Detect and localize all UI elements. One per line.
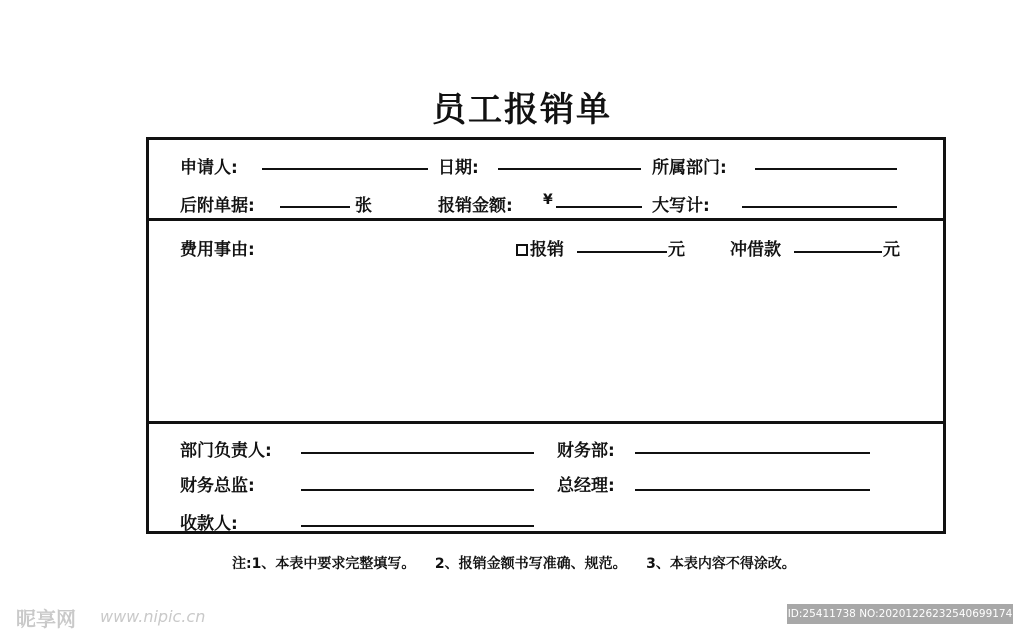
expense-reason-label: 费用事由: bbox=[180, 240, 255, 260]
uppercase-total-field[interactable] bbox=[742, 206, 897, 208]
dept-head-label: 部门负责人: bbox=[180, 441, 272, 461]
date-label: 日期: bbox=[438, 158, 479, 178]
department-label: 所属部门: bbox=[652, 158, 727, 178]
footer-note: 注:1、本表中要求完整填写。 2、报销金额书写准确、规范。 3、本表内容不得涂改。 bbox=[232, 556, 796, 572]
form-title: 员工报销单 bbox=[432, 90, 612, 130]
finance-director-field[interactable] bbox=[301, 489, 534, 491]
finance-director-label: 财务总监: bbox=[180, 476, 255, 496]
finance-dept-label: 财务部: bbox=[557, 441, 615, 461]
reimburse-option[interactable] bbox=[516, 235, 564, 260]
finance-dept-field[interactable] bbox=[635, 452, 870, 454]
attachments-label: 后附单据: bbox=[180, 196, 255, 216]
amount-field[interactable] bbox=[556, 206, 642, 208]
dept-head-field[interactable] bbox=[301, 452, 534, 454]
section-divider-header bbox=[146, 218, 946, 221]
applicant-label: 申请人: bbox=[180, 158, 238, 178]
yuan-unit-1: 元 bbox=[668, 240, 685, 260]
amount-label: 报销金额: bbox=[438, 196, 513, 216]
watermark-id-badge: ID:25411738 NO:20201226232540699174 bbox=[787, 604, 1013, 624]
applicant-field[interactable] bbox=[262, 168, 428, 170]
currency-symbol: ¥ bbox=[543, 192, 553, 208]
reimburse-option-label: 报销 bbox=[530, 240, 564, 260]
department-field[interactable] bbox=[755, 168, 897, 170]
section-divider-signatures bbox=[146, 421, 946, 424]
watermark-url: www.nipic.cn bbox=[100, 607, 206, 626]
watermark-logo: 昵享网 bbox=[16, 607, 76, 631]
reimburse-checkbox-icon[interactable] bbox=[516, 244, 528, 256]
date-field[interactable] bbox=[498, 168, 641, 170]
offset-loan-amount-field[interactable] bbox=[794, 251, 882, 253]
attachments-count-field[interactable] bbox=[280, 206, 350, 208]
general-manager-field[interactable] bbox=[635, 489, 870, 491]
reimburse-amount-field[interactable] bbox=[577, 251, 667, 253]
attachments-unit: 张 bbox=[355, 196, 372, 216]
general-manager-label: 总经理: bbox=[557, 476, 615, 496]
payee-label: 收款人: bbox=[180, 514, 238, 534]
yuan-unit-2: 元 bbox=[883, 240, 900, 260]
uppercase-total-label: 大写计: bbox=[652, 196, 710, 216]
offset-loan-label: 冲借款 bbox=[730, 240, 781, 260]
payee-field[interactable] bbox=[301, 525, 534, 527]
